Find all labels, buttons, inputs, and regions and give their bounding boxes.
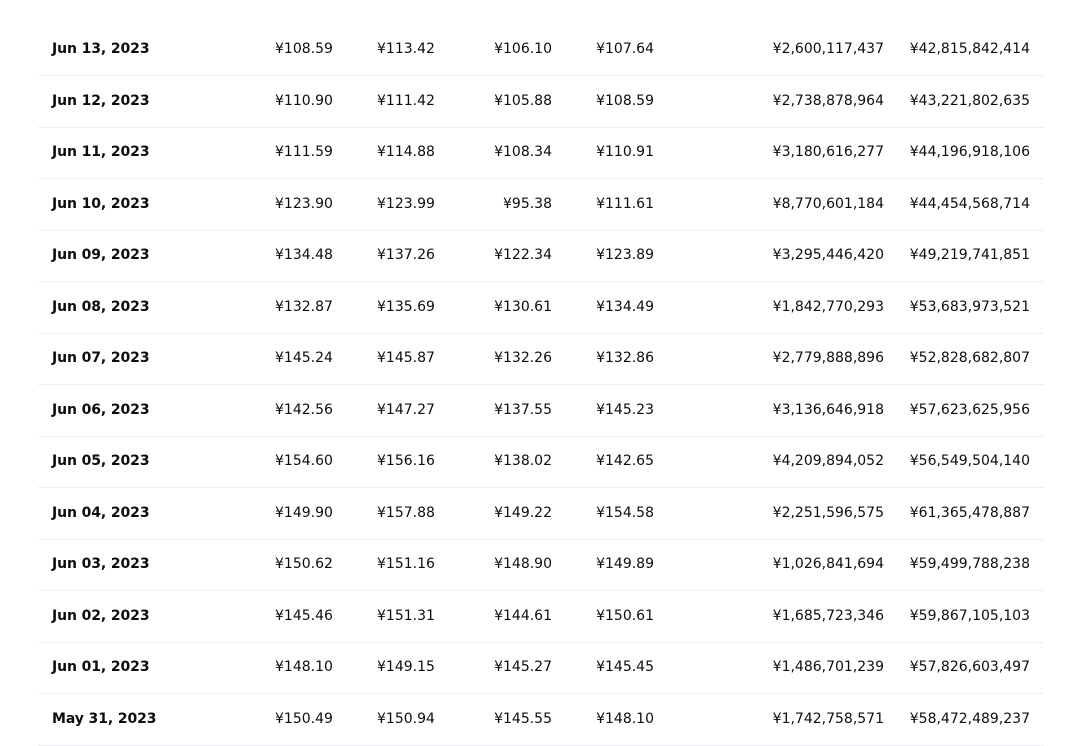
- open-price-cell: ¥149.90: [275, 504, 333, 521]
- close-price-cell: ¥145.45: [596, 659, 654, 675]
- close-price-cell: ¥149.89: [596, 556, 654, 572]
- date-cell: Jun 13, 2023: [52, 41, 150, 57]
- high-price-cell: ¥147.27: [377, 401, 435, 418]
- high-price-cell: ¥151.16: [377, 556, 435, 572]
- date-cell: Jun 09, 2023: [52, 247, 150, 263]
- close-price-cell: ¥123.89: [596, 247, 654, 263]
- date-cell: Jun 02, 2023: [52, 607, 150, 624]
- table-row: [38, 231, 1044, 283]
- open-price-cell: ¥132.87: [275, 298, 333, 315]
- volume-cell: ¥1,026,841,694: [772, 556, 884, 572]
- close-price-cell: ¥110.91: [596, 144, 654, 160]
- open-price-cell: ¥148.10: [275, 659, 333, 675]
- market-cap-cell: ¥43,221,802,635: [909, 92, 1030, 109]
- date-cell: May 31, 2023: [52, 710, 157, 727]
- market-cap-cell: ¥44,196,918,106: [909, 144, 1030, 160]
- volume-cell: ¥3,136,646,918: [772, 401, 884, 418]
- open-price-cell: ¥142.56: [275, 401, 333, 418]
- close-price-cell: ¥150.61: [596, 607, 654, 624]
- low-price-cell: ¥106.10: [494, 41, 552, 57]
- high-price-cell: ¥137.26: [377, 247, 435, 263]
- open-price-cell: ¥123.90: [275, 195, 333, 212]
- volume-cell: ¥2,600,117,437: [772, 41, 884, 57]
- volume-cell: ¥3,295,446,420: [772, 247, 884, 263]
- table-row: [38, 643, 1044, 695]
- high-price-cell: ¥123.99: [377, 195, 435, 212]
- table-row: [38, 334, 1044, 386]
- low-price-cell: ¥108.34: [494, 144, 552, 160]
- historical-data-table: [38, 0, 1044, 746]
- close-price-cell: ¥148.10: [596, 710, 654, 727]
- date-cell: Jun 10, 2023: [52, 195, 150, 212]
- open-price-cell: ¥154.60: [275, 453, 333, 469]
- volume-cell: ¥2,251,596,575: [772, 504, 884, 521]
- high-price-cell: ¥111.42: [377, 92, 435, 109]
- low-price-cell: ¥144.61: [494, 607, 552, 624]
- date-cell: Jun 11, 2023: [52, 144, 150, 160]
- high-price-cell: ¥157.88: [377, 504, 435, 521]
- low-price-cell: ¥149.22: [494, 504, 552, 521]
- volume-cell: ¥8,770,601,184: [772, 195, 884, 212]
- high-price-cell: ¥156.16: [377, 453, 435, 469]
- date-cell: Jun 03, 2023: [52, 556, 150, 572]
- volume-cell: ¥1,742,758,571: [772, 710, 884, 727]
- low-price-cell: ¥137.55: [494, 401, 552, 418]
- date-cell: Jun 04, 2023: [52, 504, 150, 521]
- table-row: [38, 128, 1044, 180]
- market-cap-cell: ¥57,623,625,956: [909, 401, 1030, 418]
- open-price-cell: ¥111.59: [275, 144, 333, 160]
- volume-cell: ¥3,180,616,277: [772, 144, 884, 160]
- volume-cell: ¥4,209,894,052: [772, 453, 884, 469]
- table-row: [38, 591, 1044, 643]
- low-price-cell: ¥130.61: [494, 298, 552, 315]
- low-price-cell: ¥95.38: [503, 195, 552, 212]
- market-cap-cell: ¥44,454,568,714: [909, 195, 1030, 212]
- date-cell: Jun 12, 2023: [52, 92, 150, 109]
- open-price-cell: ¥110.90: [275, 92, 333, 109]
- table-row: [38, 437, 1044, 489]
- open-price-cell: ¥145.24: [275, 350, 333, 366]
- table-row: [38, 488, 1044, 540]
- table-row: [38, 0, 1044, 76]
- date-cell: Jun 05, 2023: [52, 453, 150, 469]
- volume-cell: ¥2,779,888,896: [772, 350, 884, 366]
- close-price-cell: ¥134.49: [596, 298, 654, 315]
- low-price-cell: ¥145.27: [494, 659, 552, 675]
- high-price-cell: ¥145.87: [377, 350, 435, 366]
- market-cap-cell: ¥61,365,478,887: [909, 504, 1030, 521]
- low-price-cell: ¥138.02: [494, 453, 552, 469]
- close-price-cell: ¥154.58: [596, 504, 654, 521]
- high-price-cell: ¥135.69: [377, 298, 435, 315]
- low-price-cell: ¥132.26: [494, 350, 552, 366]
- open-price-cell: ¥150.49: [275, 710, 333, 727]
- high-price-cell: ¥113.42: [377, 41, 435, 57]
- table-row: [38, 540, 1044, 592]
- volume-cell: ¥2,738,878,964: [772, 92, 884, 109]
- market-cap-cell: ¥59,867,105,103: [909, 607, 1030, 624]
- date-cell: Jun 08, 2023: [52, 298, 150, 315]
- high-price-cell: ¥149.15: [377, 659, 435, 675]
- open-price-cell: ¥134.48: [275, 247, 333, 263]
- volume-cell: ¥1,842,770,293: [772, 298, 884, 315]
- open-price-cell: ¥145.46: [275, 607, 333, 624]
- low-price-cell: ¥105.88: [494, 92, 552, 109]
- low-price-cell: ¥148.90: [494, 556, 552, 572]
- market-cap-cell: ¥59,499,788,238: [909, 556, 1030, 572]
- market-cap-cell: ¥53,683,973,521: [909, 298, 1030, 315]
- close-price-cell: ¥108.59: [596, 92, 654, 109]
- table-row: [38, 282, 1044, 334]
- close-price-cell: ¥132.86: [596, 350, 654, 366]
- high-price-cell: ¥150.94: [377, 710, 435, 727]
- table-row: [38, 385, 1044, 437]
- high-price-cell: ¥114.88: [377, 144, 435, 160]
- market-cap-cell: ¥42,815,842,414: [909, 41, 1030, 57]
- table-row: [38, 76, 1044, 128]
- market-cap-cell: ¥49,219,741,851: [909, 247, 1030, 263]
- low-price-cell: ¥122.34: [494, 247, 552, 263]
- market-cap-cell: ¥56,549,504,140: [909, 453, 1030, 469]
- close-price-cell: ¥145.23: [596, 401, 654, 418]
- close-price-cell: ¥142.65: [596, 453, 654, 469]
- open-price-cell: ¥150.62: [275, 556, 333, 572]
- market-cap-cell: ¥58,472,489,237: [909, 710, 1030, 727]
- volume-cell: ¥1,685,723,346: [772, 607, 884, 624]
- high-price-cell: ¥151.31: [377, 607, 435, 624]
- close-price-cell: ¥111.61: [596, 195, 654, 212]
- date-cell: Jun 01, 2023: [52, 659, 150, 675]
- market-cap-cell: ¥52,828,682,807: [909, 350, 1030, 366]
- volume-cell: ¥1,486,701,239: [772, 659, 884, 675]
- market-cap-cell: ¥57,826,603,497: [909, 659, 1030, 675]
- open-price-cell: ¥108.59: [275, 41, 333, 57]
- date-cell: Jun 06, 2023: [52, 401, 150, 418]
- close-price-cell: ¥107.64: [596, 41, 654, 57]
- table-row: [38, 179, 1044, 231]
- date-cell: Jun 07, 2023: [52, 350, 150, 366]
- low-price-cell: ¥145.55: [494, 710, 552, 727]
